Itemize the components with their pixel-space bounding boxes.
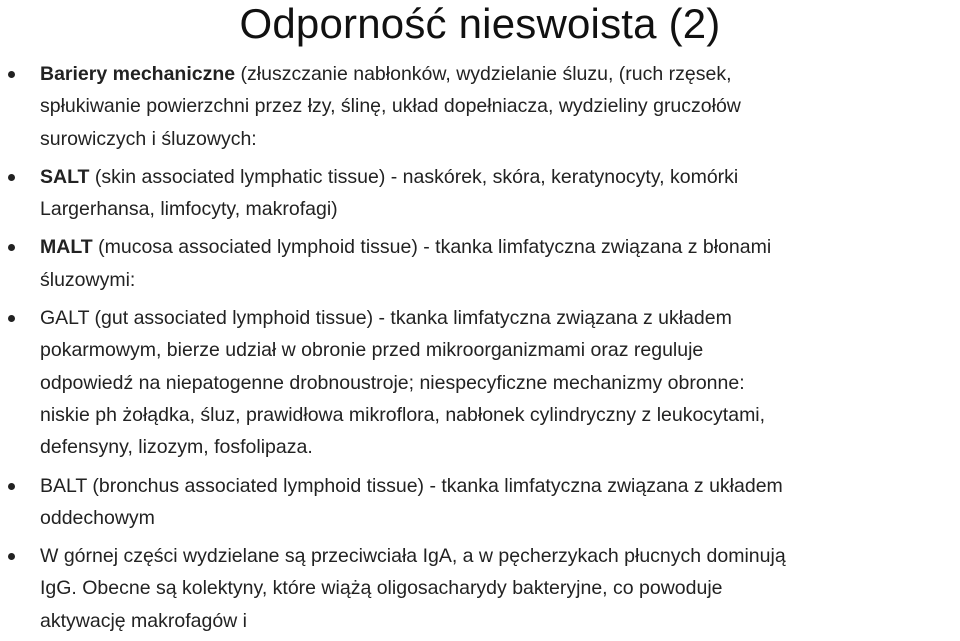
bullet-line: defensyny, lizozym, fosfolipaza. <box>40 436 313 459</box>
bullet-line <box>40 161 948 193</box>
bullet-bold-term: MALT <box>40 236 93 259</box>
bullet-bold-term: SALT <box>40 165 90 188</box>
bullet-item-iga-igg <box>0 540 960 637</box>
bullet-line: oddechowym <box>40 506 155 529</box>
bullet-text: (skin associated lymphatic tissue) - naskórek, skóra, keratynocyty, komórki <box>89 165 739 188</box>
bullet-line: Largerhansa, limfocyty, makrofagi) <box>40 198 338 221</box>
bullet-line: spłukiwanie powierzchni przez łzy, ślinę, układ dopełniacza, wydzieliny gruczołów <box>40 95 741 118</box>
bullet-dot-icon <box>8 553 15 560</box>
bullet-list <box>0 58 960 637</box>
bullet-line: pokarmowym, bierze udział w obronie przed mikroorganizmami oraz reguluje <box>40 339 704 362</box>
bullet-bold-term: Bariery mechaniczne <box>40 63 236 85</box>
bullet-item-malt <box>0 231 960 296</box>
bullet-dot-icon <box>8 174 15 181</box>
bullet-line: IgG. Obecne są kolektyny, które wiążą oligosacharydy bakteryjne, co powoduje <box>40 577 723 600</box>
bullet-line <box>40 58 948 90</box>
bullet-line: śluzowymi: <box>40 268 136 291</box>
bullet-dot-icon <box>8 71 15 78</box>
bullet-line: niskie ph żołądka, śluz, prawidłowa mikroflora, nabłonek cylindryczny z leukocytami, <box>40 403 766 426</box>
bullet-text: (złuszczanie nabłonków, wydzielanie śluzu, (ruch rzęsek, <box>235 63 732 85</box>
bullet-dot-icon <box>8 483 15 490</box>
bullet-line: surowiczych i śluzowych: <box>40 127 257 150</box>
bullet-line: aktywację makrofagów i <box>40 609 247 632</box>
bullet-line: W górnej części wydzielane są przeciwciała IgA, a w pęcherzykach płucnych dominują <box>40 545 786 568</box>
slide-title: Odporność nieswoista (2) <box>239 0 721 47</box>
bullet-line <box>40 231 948 263</box>
bullet-line: GALT (gut associated lymphoid tissue) - tkanka limfatyczna związana z układem <box>40 307 732 330</box>
bullet-item-balt <box>0 470 960 535</box>
bullet-line: odpowiedź na niepatogenne drobnoustroje; niespecyficzne mechanizmy obronne: <box>40 371 745 394</box>
bullet-line: BALT (bronchus associated lymphoid tissue) - tkanka limfatyczna związana z układem <box>40 474 783 497</box>
bullet-item-salt <box>0 161 960 226</box>
bullet-dot-icon <box>8 244 15 251</box>
bullet-item-galt <box>0 302 960 463</box>
bullet-text: (mucosa associated lymphoid tissue) - tkanka limfatyczna związana z błonami <box>92 236 772 259</box>
bullet-dot-icon <box>8 315 15 322</box>
bullet-item-bariery-mechaniczne <box>0 58 960 155</box>
